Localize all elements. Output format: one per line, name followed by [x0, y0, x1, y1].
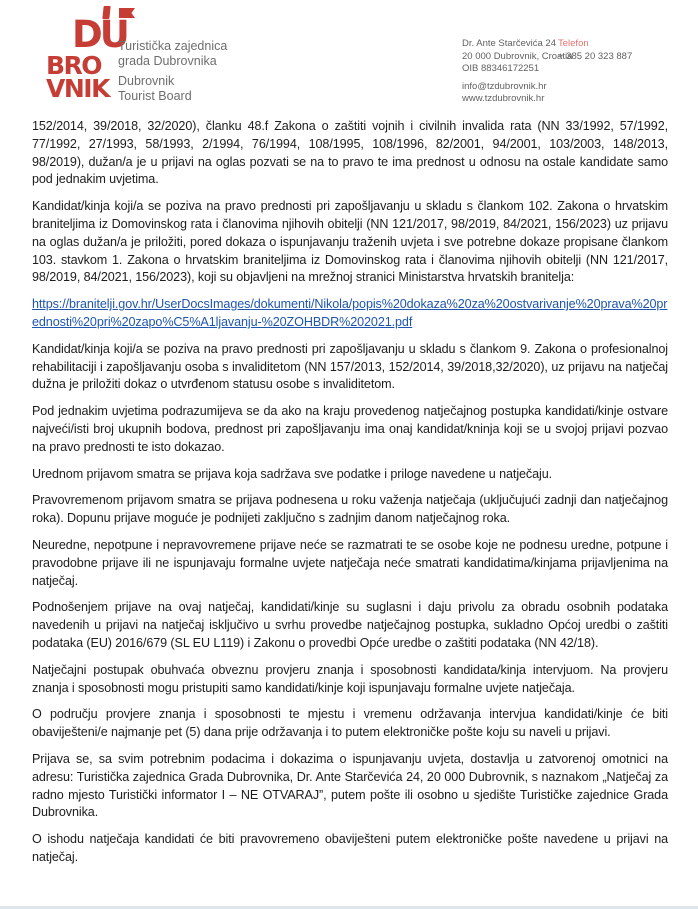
website-address: www.tzdubrovnik.hr [462, 93, 545, 104]
address-street: Dr. Ante Starčevića 24 [462, 38, 556, 49]
org-name-en-line1: Dubrovnik [118, 74, 175, 88]
paragraph: Pod jednakim uvjetima podrazumijeva se da ako na kraju provedenog natječajnog postupka kandidati/kinje ostvare najveći/isti broj ukupnih bodova, prednost pri zapošljavanju ima onaj kandidat/kninja koji se u svojoj prijavi pozvao na pravo prednosti te isto dokazao. [32, 404, 668, 454]
paragraph: 152/2014, 39/2018, 32/2020), članku 48.f Zakona o zaštiti vojnih i civilnih invalida rata (NN 33/1992, 57/1992, 77/1992, 27/1993, 58/1993, 2/1994, 76/1994, 108/1995, 108/1996, 82/2001, 94/2001, 103/2003, 148/2013, 98/2019), dužan/a je u prijavi na oglas pozvati se na to pravo te ima prednost u odnosu na ostale kandidate samo pod jednakim uvjetima. [32, 119, 668, 187]
phone-block [558, 38, 632, 63]
logo-text-row: VNIK [46, 74, 109, 103]
paragraph: Kandidat/kinja koji/a se poziva na pravo prednosti pri zapošljavanju u skladu s člankom 9. Zakona o profesionalnoj rehabilitaciji i zapošljavanju osoba s invaliditetom (NN 157/2013, 152/2014, 39/2018,32/2020), uz prijavu na natječaj dužna je priložiti dokaz o utvrđenom statusu osobe s invaliditetom. [32, 341, 668, 392]
phone-label: Telefon [558, 38, 589, 49]
organization-name [118, 39, 227, 103]
document-link[interactable]: https://branitelji.gov.hr/UserDocsImages/dokumenti/Nikola/popis%20dokaza%20za%20ostvarivanje%20prava%20prednosti%20pri%20zapo%C5%A1ljavanju-%20ZOHBDR%202021.pdf [32, 297, 668, 329]
paragraph: Prijava se, sa svim potrebnim podacima i dokazima o ispunjavanju uvjeta, dostavlja u zatvorenoj omotnici na adresu: Turistička zajednica Grada Dubrovnika, Dr. Ante Starčevića 24, 20 000 Dubrovnik, s naznakom „Natječaj za radno mjesto Turistički informator I – NE OTVARAJ”, putem pošte ili osobno u sjedište Turističke zajednice Grada Dubrovnika. [32, 751, 668, 820]
email-address: info@tzdubrovnik.hr [462, 80, 547, 92]
paragraph: Neuredne, nepotpune i nepravovremene prijave neće se razmatrati te se osobe koje ne podnesu uredne, potpune i pravodobne prijave ili ne ispunjavaju formalne uvjete natječaja neće smatrati kandidatima/kinjama prijavljenima na natječaj. [32, 537, 668, 588]
paragraph: Kandidat/kinja koji/a se poziva na pravo prednosti pri zapošljavanju u skladu s člankom 102. Zakona o hrvatskim braniteljima iz Domovinskog rata i članovima njihovih obitelji (NN 121/2017, 98/2019, 84/2021, 156/2023) uz prijavu na oglas dužan/a je priložiti, pored dokaza o ispunjavanju traženih uvjeta i sve potrebne dokaze propisane člankom 103. stavkom 1. Zakona o hrvatskim braniteljima iz Domovinskog rata i članovima njihovih obitelji (NN 121/2017, 98/2019, 84/2021, 156/2023), koji su objavljeni na mrežnoj stranici Ministarstva hrvatskih branitelja: [32, 199, 668, 285]
paragraph: Pravovremenom prijavom smatra se prijava podnesena u roku važenja natječaja (uključujući zadnji dan natječajnog roka). Dopunu prijave moguće je podnijeti zaključno s zadnjim danom natječajnog roka. [32, 493, 668, 526]
paragraph: O ishodu natječaja kandidati će biti pravovremeno obaviješteni putem elektroničke pošte navedene u prijavi na natječaj. [32, 832, 668, 864]
contact-block [462, 38, 692, 106]
paragraph: Podnošenjem prijave na ovaj natječaj, kandidati/kinje su suglasni i daju privolu za obradu osobnih podataka navedenih u prijavi na natječaj isključivo u svrhu provedbe natječajnog postupka, sukladno Općoj uredbi o zaštiti podataka (EU) 2016/679 (SL EU L119) i Zakonu o provedbi Opće uredbe o zaštiti podataka (NN 42/18). [32, 600, 668, 650]
paragraph: Urednom prijavom smatra se prijava koja sadržava sve podatke i priloge navedene u natječaju. [32, 466, 553, 481]
paragraph: O području provjere znanja i sposobnosti te mjestu i vremenu održavanja intervjua kandidati/kinje će biti obaviješteni/e najmanje pet (5) dana prije održavanja i to putem elektroničke pošte koju su naveli u prijavi. [32, 707, 668, 740]
letterhead [0, 0, 698, 108]
logo-text-row: DU [72, 13, 127, 56]
oib-number: OIB 88346172251 [462, 63, 540, 74]
org-name-en-line2: Tourist Board [118, 88, 192, 103]
logo-text-row: BRO [46, 51, 102, 80]
document-body [0, 108, 698, 867]
phone-number: + 385 20 323 887 [558, 50, 633, 62]
paragraph: Natječajni postupak obuhvaća obveznu provjeru znanja i sposobnosti kandidata/kinja intervjuom. Na provjeru znanja i sposobnosti mogu pristupiti samo kandidati/kinje koji ispunjavaju formalne uvjete natječaja. [32, 662, 668, 695]
org-name-hr-line1: Turistička zajednica [118, 39, 228, 53]
org-name-hr-line2: grada Dubrovnika [118, 53, 217, 68]
link-paragraph [32, 296, 668, 332]
address-city: 20 000 Dubrovnik, Croatia [462, 50, 573, 62]
